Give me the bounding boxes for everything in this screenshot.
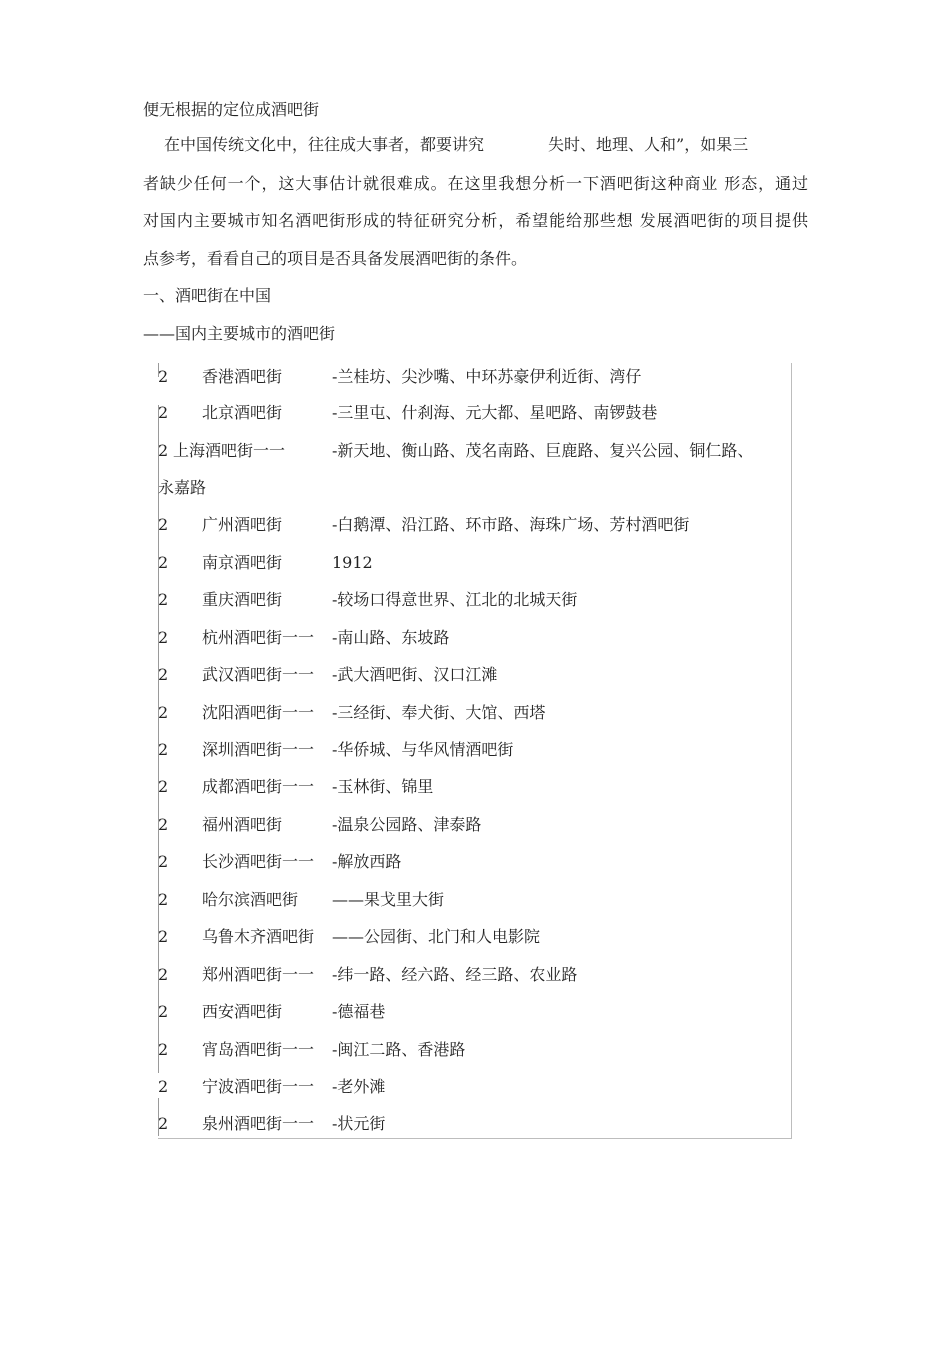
bullet-number: 2 bbox=[158, 665, 169, 684]
street-names: -新天地、衡山路、茂名南路、巨鹿路、复兴公园、铜仁路、 bbox=[332, 441, 754, 460]
bullet-number: 2 bbox=[158, 740, 169, 759]
city-name: 福州酒吧街 bbox=[202, 815, 283, 834]
bullet-number: 2 bbox=[158, 815, 169, 834]
bullet-number: 2 bbox=[158, 628, 169, 647]
intro-line: 便无根据的定位成酒吧街 bbox=[143, 100, 320, 119]
street-names: -较场口得意世界、江北的北城天街 bbox=[332, 590, 578, 609]
street-names: -三里屯、什刹海、元大都、星吧路、南锣鼓巷 bbox=[332, 403, 658, 422]
bullet-number: 2 bbox=[158, 515, 169, 534]
bullet-number: 2 bbox=[158, 1077, 169, 1096]
city-name: 宁波酒吧街一一 bbox=[202, 1077, 315, 1096]
city-name: 武汉酒吧街一一 bbox=[202, 665, 315, 684]
street-names: -纬一路、经六路、经三路、农业路 bbox=[332, 965, 578, 984]
city-name: 上海酒吧街一一 bbox=[173, 441, 286, 460]
city-name: 乌鲁木齐酒吧街 bbox=[202, 927, 315, 946]
city-name: 沈阳酒吧街一一 bbox=[202, 703, 315, 722]
bullet-number: 2 bbox=[158, 852, 169, 871]
street-names: -玉林街、锦里 bbox=[332, 777, 434, 796]
bullet-number: 2 bbox=[158, 927, 169, 946]
bullet-number: 2 bbox=[158, 965, 169, 984]
paragraph-line-1-part-2: 失时、地理、人和”，如果三 bbox=[548, 135, 749, 154]
street-names: -状元街 bbox=[332, 1114, 386, 1133]
bullet-number: 2 bbox=[158, 890, 169, 909]
city-name: 南京酒吧街 bbox=[202, 553, 283, 572]
city-name: 北京酒吧街 bbox=[202, 403, 283, 422]
city-name: 深圳酒吧街一一 bbox=[202, 740, 315, 759]
street-names: ——果戈里大街 bbox=[332, 890, 445, 909]
city-name: 泉州酒吧街一一 bbox=[202, 1114, 315, 1133]
city-name: 广州酒吧街 bbox=[202, 515, 283, 534]
city-name: 成都酒吧街一一 bbox=[202, 777, 315, 796]
bullet-number: 2 bbox=[158, 703, 169, 722]
street-names: 1912 bbox=[332, 553, 373, 572]
section-heading: 一、酒吧街在中国 bbox=[143, 286, 272, 305]
bullet-number: 2 bbox=[158, 1002, 169, 1021]
street-names: ——公园街、北门和人电影院 bbox=[332, 927, 541, 946]
city-name: 哈尔滨酒吧街 bbox=[202, 890, 299, 909]
bullet-number: 2 bbox=[158, 403, 169, 422]
subheading: ——国内主要城市的酒吧街 bbox=[143, 324, 336, 343]
list-item-continuation: 永嘉路 bbox=[158, 478, 207, 497]
bullet-number: 2 bbox=[158, 1114, 169, 1133]
city-name: 西安酒吧街 bbox=[202, 1002, 283, 1021]
city-name: 重庆酒吧街 bbox=[202, 590, 283, 609]
bullet-number: 2 bbox=[158, 590, 169, 609]
street-names: -老外滩 bbox=[332, 1077, 386, 1096]
paragraph-line-1-part-1: 在中国传统文化中，往往成大事者，都要讲究 bbox=[164, 135, 485, 154]
city-name: 杭州酒吧街一一 bbox=[202, 628, 315, 647]
street-names: -武大酒吧街、汉口江滩 bbox=[332, 665, 498, 684]
street-names: -解放西路 bbox=[332, 852, 402, 871]
bullet-number: 2 bbox=[158, 553, 169, 572]
street-names: -德福巷 bbox=[332, 1002, 386, 1021]
city-name: 郑州酒吧街一一 bbox=[202, 965, 315, 984]
paragraph-line-1 bbox=[164, 135, 748, 155]
street-names: -南山路、东坡路 bbox=[332, 628, 450, 647]
street-names: -闽江二路、香港路 bbox=[332, 1040, 466, 1059]
paragraph-line-4: 点参考，看看自己的项目是否具备发展酒吧街的条件。 bbox=[143, 249, 528, 268]
paragraph-line-3: 对国内主要城市知名酒吧街形成的特征研究分析，希望能给那些想 发展酒吧街的项目提供 bbox=[143, 211, 808, 230]
street-names: -三经街、奉犬街、大馆、西塔 bbox=[332, 703, 546, 722]
city-name: 长沙酒吧街一一 bbox=[202, 852, 315, 871]
city-name: 香港酒吧街 bbox=[202, 367, 283, 386]
bullet-number: 2 bbox=[158, 777, 169, 796]
bullet-number: 2 bbox=[158, 1040, 169, 1059]
street-names: -温泉公园路、津泰路 bbox=[332, 815, 482, 834]
city-name: 宵岛酒吧街一一 bbox=[202, 1040, 315, 1059]
paragraph-line-2: 者缺少任何一个，这大事估计就很难成。在这里我想分析一下酒吧街这种商业 形态，通过 bbox=[143, 174, 808, 193]
street-names: -华侨城、与华风情酒吧街 bbox=[332, 740, 514, 759]
bullet-number: 2 bbox=[158, 441, 169, 460]
street-names: -兰桂坊、尖沙嘴、中环苏豪伊利近街、湾仔 bbox=[332, 367, 642, 386]
bullet-number: 2 bbox=[158, 367, 169, 386]
street-names: -白鹅潭、沿江路、环市路、海珠广场、芳村酒吧街 bbox=[332, 515, 690, 534]
